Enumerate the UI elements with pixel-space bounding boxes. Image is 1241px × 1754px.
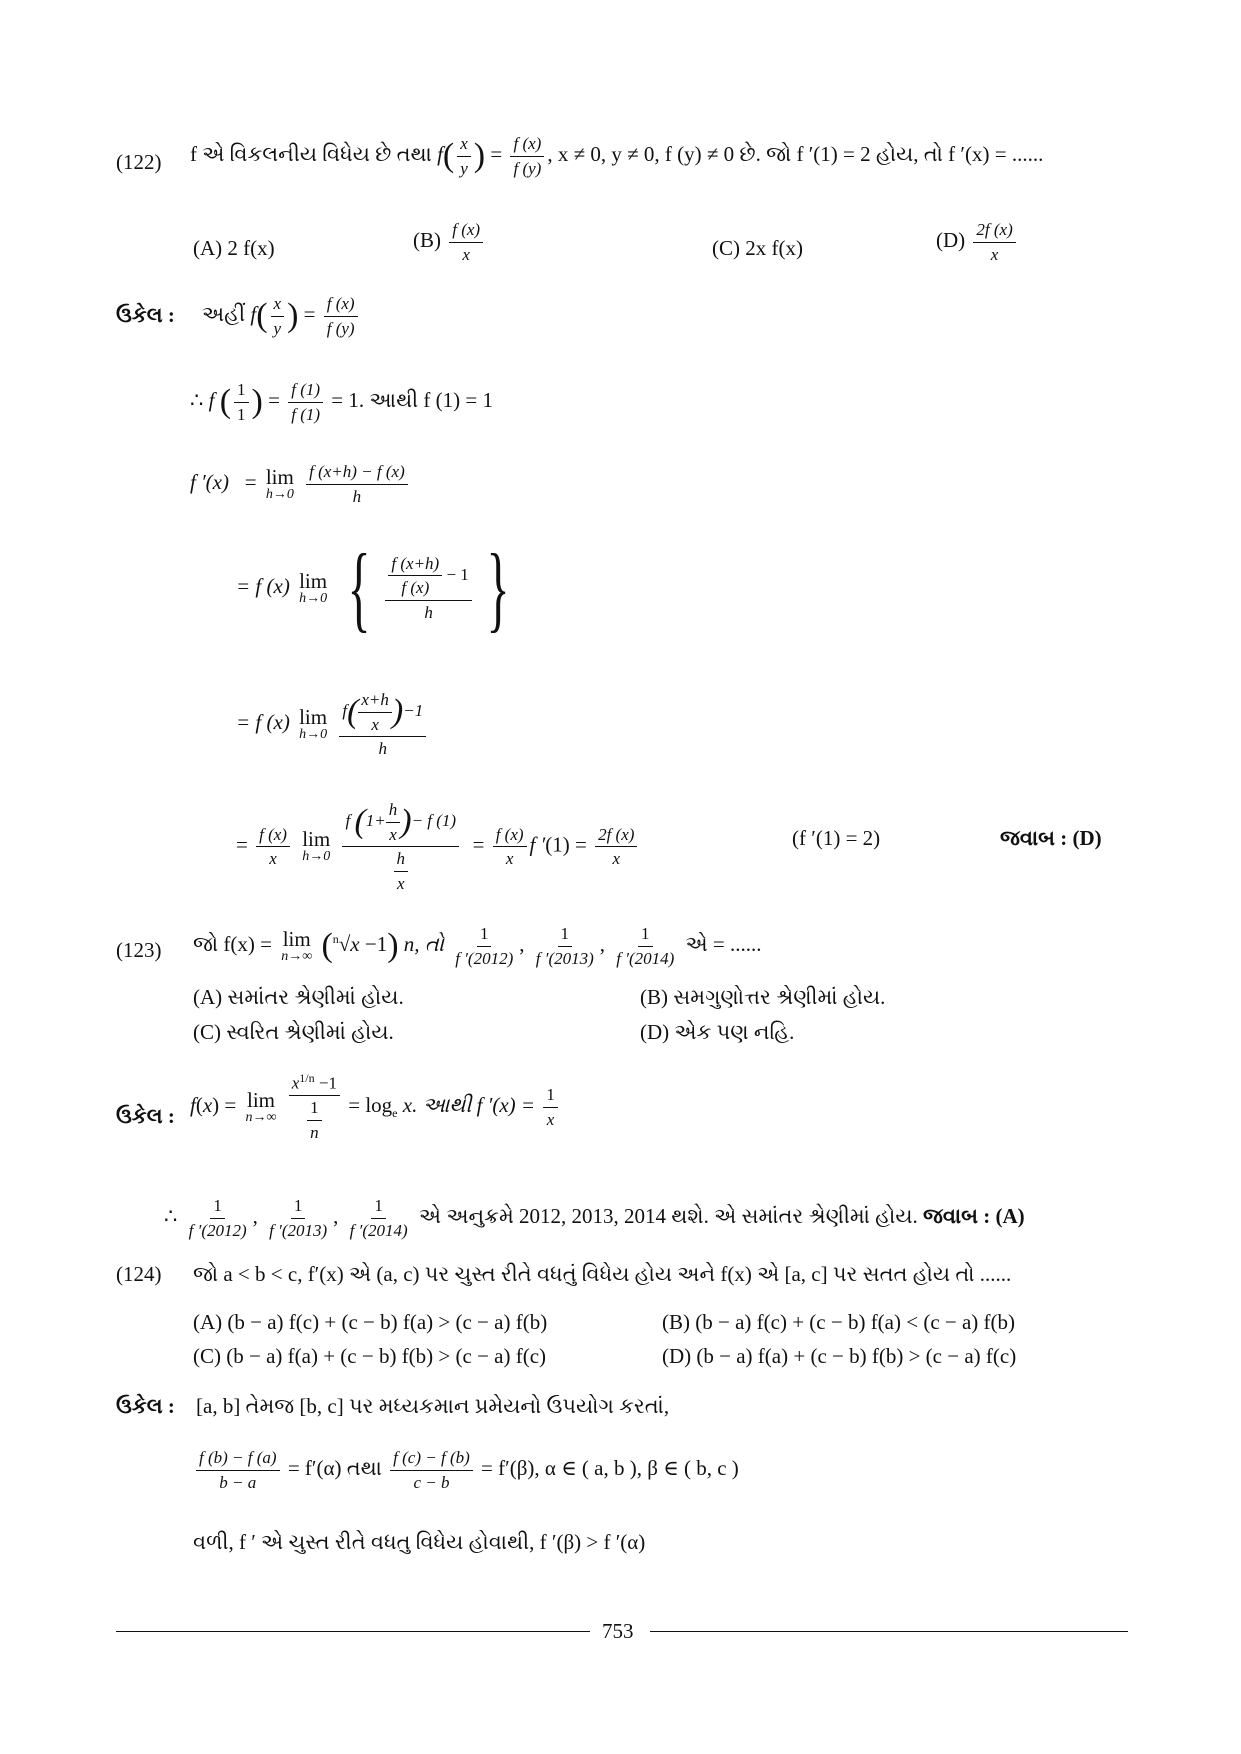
q122-solution-line1: અહીં f( $\frac{x}{y}$ ) = $\frac{f (x)}{f (y)}$ <box>202 294 361 338</box>
q122-solution-line2: ∴ f ( $\frac{1}{1}$ ) = $\frac{f (1)}{f (1)}$ = 1. આથી f (1) = 1 <box>190 380 494 424</box>
footer-rule-right <box>650 1631 1128 1632</box>
q123-option-b[interactable]: (B) સમગુણોત્તર શ્રેણીમાં હોય. <box>640 985 886 1009</box>
q122-solution-line5: = f (x) lim h→0 f( $\frac{x+h}{x}$ )−1 h <box>236 690 429 759</box>
q123-solution-label: ઉકેલ : <box>116 1104 175 1128</box>
page-number: 753 <box>602 1619 634 1643</box>
q122-fprime-note: (f ′(1) = 2) <box>792 826 881 850</box>
q122-solution-label: ઉકેલ : <box>116 303 175 327</box>
q122-stem-text-1: f એ વિકલનીય વિધેય છે તથા <box>190 141 438 166</box>
q123-number: (123) <box>116 938 162 962</box>
q124-solution-line1: [a, b] તેમજ [b, c] પર મધ્યકમાન પ્રમેયનો ઉપયોગ કરતાં, <box>196 1394 670 1418</box>
q124-option-a[interactable]: (A) (b − a) f(c) + (c − b) f(a) > (c − a) f(b) <box>193 1310 548 1334</box>
q122-option-b[interactable]: (B) $\frac{f (x)}{x}$ <box>413 220 486 264</box>
q123-option-c[interactable]: (C) સ્વરિત શ્રેણીમાં હોય. <box>193 1020 394 1044</box>
q122-option-a[interactable]: (A) 2 f(x) <box>193 236 275 260</box>
q122-stem: f એ વિકલનીય વિધેય છે તથા f( $\frac{x}{y}$ ) = $\frac{f (x)}{f (y)}$ , x ≠ 0, y ≠ 0, f (y) ≠ 0 છે. જો f ′(1) = 2 હોય, તો f ′(x) = ...... <box>190 134 1044 178</box>
q123-option-d[interactable]: (D) એક પણ નહિ. <box>640 1020 795 1044</box>
q123-solution-line1: f(x) = lim n→∞ $\frac{x^{1/n} -1}{\frac{1}{n}}$ = $\log_e x$. આથી f ′(x) = $\frac{1}{x}$ <box>190 1072 561 1142</box>
q122-option-c[interactable]: (C) 2x f(x) <box>712 236 803 260</box>
q123-therefore-line: ∴ $\frac{1}{f '(2012)}$ , $\frac{1}{f '(2013)}$ , $\frac{1}{f '(2014)}$ એ અનુક્રમે 2012, 2013, 2014 થશે. એ સમાંતર શ્રેણીમાં હોય. જવાબ : (A) <box>164 1196 1025 1240</box>
q122-solution-line6: = $\frac{f (x)}{x}$ lim h→0 f (1+ $\frac{h}{x}$ )− f (1) $\frac{h}{x}$ = $\frac{f (x)}{x}$ f ′(1) = $\frac{2f (x)}{x}$ <box>236 800 640 893</box>
q122-stem-text-2: , x ≠ 0, y ≠ 0, f (y) ≠ 0 છે. જો f ′(1) = 2 હોય, તો f ′(x) = ...... <box>547 141 1044 166</box>
q124-last-line: વળી, f ′ એ ચુસ્ત રીતે વધતુ વિધેય હોવાથી, f ′(β) > f ′(α) <box>193 1530 646 1554</box>
q124-option-d[interactable]: (D) (b − a) f(a) + (c − b) f(b) > (c − a) f(c) <box>662 1344 1017 1368</box>
q122-solution-line3: f ′(x) = lim h→0 $\frac{f (x+h) - f (x)}{h}$ <box>190 462 411 506</box>
footer-rule-left <box>116 1631 590 1632</box>
q122-solution-line4: = f (x) lim h→0 { $\frac{f (x+h)}{f (x)}$ − 1 h } <box>236 534 510 641</box>
q124-option-c[interactable]: (C) (b − a) f(a) + (c − b) f(b) > (c − a) f(c) <box>193 1344 547 1368</box>
q124-mvt-line: $\frac{f (b) - f (a)}{b - a}$ = f′(α) તથા $\frac{f (c) - f (b)}{c - b}$ = f′(β), α ∈ ( a, b ), β ∈ ( b, c ) <box>193 1448 739 1492</box>
q124-number: (124) <box>116 1262 162 1286</box>
q123-stem: જો f(x) = lim n→∞ ($^n$√x −1) n, તો $\frac{1}{f '(2012)}$ , $\frac{1}{f '(2013)}$ , $\frac{1}{f '(2014)}$ એ = ...... <box>193 924 762 968</box>
q124-solution-label: ઉકેલ : <box>116 1394 175 1418</box>
q124-stem: જો a < b < c, f′(x) એ (a, c) પર ચુસ્ત રીતે વધતું વિધેય હોય અને f(x) એ [a, c] પર સતત હોય તો ...... <box>193 1262 1012 1286</box>
q124-option-b[interactable]: (B) (b − a) f(c) + (c − b) f(a) < (c − a) f(b) <box>662 1310 1016 1334</box>
q123-option-a[interactable]: (A) સમાંતર શ્રેણીમાં હોય. <box>193 985 404 1009</box>
q122-answer: જવાબ : (D) <box>1000 826 1102 850</box>
q122-number: (122) <box>116 150 162 174</box>
q122-option-d[interactable]: (D) $\frac{2f (x)}{x}$ <box>936 220 1019 264</box>
